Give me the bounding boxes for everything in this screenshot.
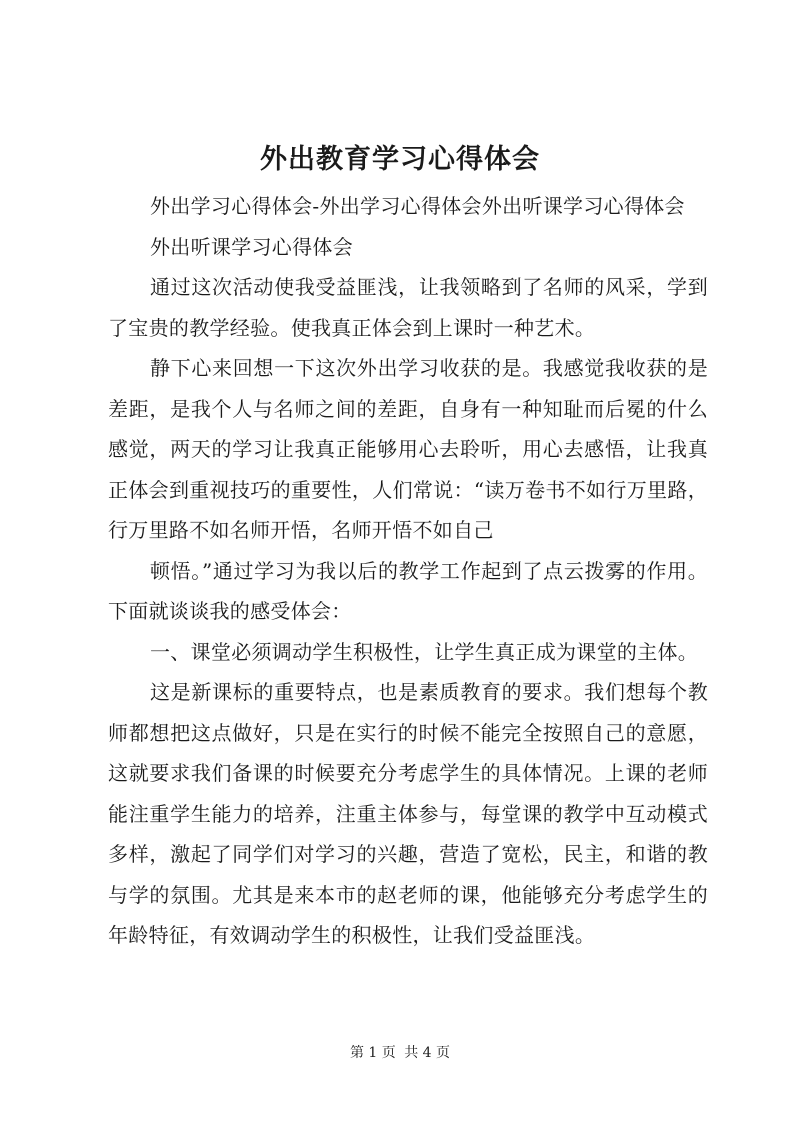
paragraph-subtitle: 外出学习心得体会-外出学习心得体会外出听课学习心得体会 [150, 194, 685, 218]
paragraph-point-one: 一、课堂必须调动学生积极性，让学生真正成为课堂的主体。 [150, 639, 699, 664]
paragraph-heading: 外出听课学习心得体会 [150, 234, 353, 259]
document-title: 外出教育学习心得体会 [260, 144, 540, 175]
paragraph-insight: 顿悟。”通过学习为我以后的教学工作起到了点云拨雾的作用。下面就谈谈我的感受体会： [108, 558, 708, 623]
paragraph-point-one-detail: 这是新课标的重要特点，也是素质教育的要求。我们想每个教师都想把这点做好，只是在实行的时候不能完全按照自己的意愿，这就要求我们备课的时候要充分考虑学生的具体情况。上课的老师能注重学生能力的培养，注重主体参与，每堂课的教学中互动模式多样，激起了同学们对学习的兴趣，营造了宽松，民主，和谐的教与学的氛围。尤其是来本市的赵老师的课，他能够充分考虑学生的年龄特征，有效调动学生的积极性，让我们受益匪浅。 [108, 680, 708, 947]
paragraph-intro: 通过这次活动使我受益匪浅，让我领略到了名师的风采，学到了宝贵的教学经验。使我真正体会到上课时一种艺术。 [108, 275, 708, 340]
page-footer [0, 1043, 800, 1063]
page-number: 第 1 页 [349, 1045, 396, 1061]
paragraph-reflection: 静下心来回想一下这次外出学习收获的是。我感觉我收获的是差距，是我个人与名师之间的差距，自身有一种知耻而后冕的什么感觉，两天的学习让我真正能够用心去聆听，用心去感悟，让我真正体会到重视技巧的重要性，人们常说：“读万卷书不如行万里路，行万里路不如名师开悟，名师开悟不如自己 [108, 356, 708, 542]
page-total: 共 4 页 [404, 1045, 451, 1061]
document-body [108, 186, 708, 956]
